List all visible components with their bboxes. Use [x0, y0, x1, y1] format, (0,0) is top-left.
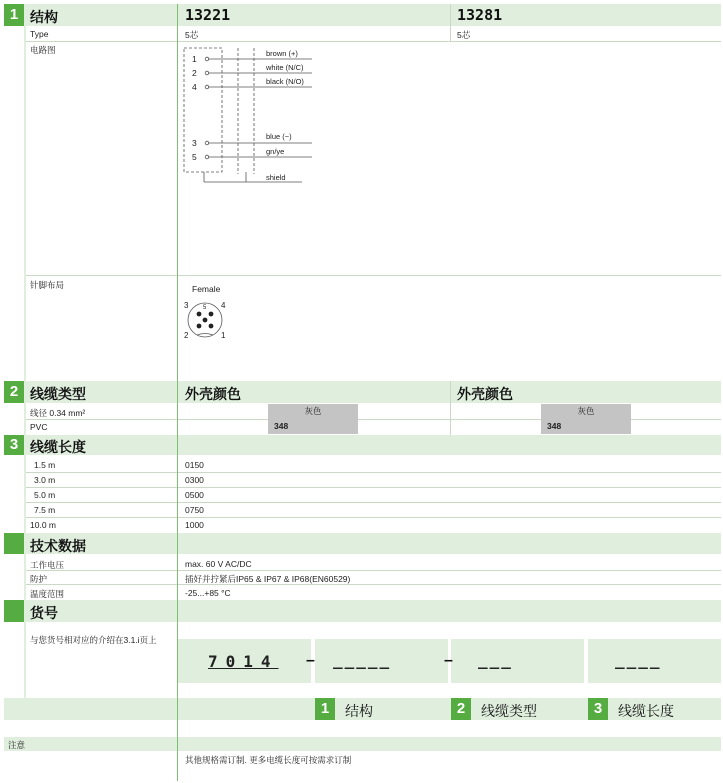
divider: [24, 41, 721, 42]
column-separator: [177, 4, 178, 781]
order-marker: [4, 600, 24, 622]
order-label-number: 2: [451, 698, 471, 720]
section1-title: 结构: [30, 9, 58, 25]
column-separator: [24, 26, 26, 698]
divider: [24, 584, 721, 585]
divider: [24, 570, 721, 571]
section3-header-band: [24, 435, 721, 455]
length-label: 7.5 m: [34, 505, 56, 515]
divider: [24, 275, 721, 276]
section2-number: 2: [4, 381, 24, 403]
pinout-pin-5: 5: [203, 305, 207, 311]
divider: [24, 502, 721, 503]
pin-2-label: 2: [192, 68, 197, 78]
order-note: 与您货号相对应的介绍在3.1.i页上: [30, 635, 157, 645]
section1-col1-code: 13221: [185, 6, 231, 24]
section1-col2-code: 13281: [457, 6, 503, 24]
cable-code-cell: 348: [541, 419, 631, 434]
tech-header-band: [24, 533, 721, 554]
order-label-length: 线缆长度: [618, 703, 674, 719]
divider: [24, 487, 721, 488]
order-blank-structure: _____: [333, 650, 392, 669]
tech-value: max. 60 V AC/DC: [185, 559, 252, 569]
cable-code-cell: 348: [268, 419, 358, 434]
pinout-pin-4: 4: [221, 301, 226, 310]
pinout-label: 针脚布局: [30, 280, 65, 290]
pin-4-label: 4: [192, 82, 197, 92]
wire-shield: shield: [266, 173, 286, 182]
section1-number: 1: [4, 4, 24, 26]
wire-white: white (N/C): [266, 63, 304, 72]
wire-black: black (N/O): [266, 77, 304, 86]
pin-1-label: 1: [192, 54, 197, 64]
tech-label: 温度范围: [30, 589, 65, 599]
column-separator: [450, 381, 451, 435]
pinout-pin-3: 3: [184, 301, 189, 310]
pinout-pin-2: 2: [184, 331, 189, 340]
divider: [24, 517, 721, 518]
length-label: 3.0 m: [34, 475, 56, 485]
tech-label: 工作电压: [30, 560, 65, 570]
notes-band: [4, 737, 721, 751]
section2-col1-header: 外壳颜色: [185, 386, 241, 402]
order-blank-length: ____: [615, 650, 662, 669]
notes-text: 其他规格需订制. 更多电缆长度可按需求订制: [185, 755, 352, 765]
length-code: 0150: [185, 460, 204, 470]
section2-title: 线缆类型: [30, 386, 86, 402]
notes-label: 注意: [8, 740, 26, 750]
order-prefix: 7014: [208, 652, 279, 671]
divider: [24, 472, 721, 473]
length-code: 0300: [185, 475, 204, 485]
length-label: 5.0 m: [34, 490, 56, 500]
wire-blue: blue (−): [266, 132, 292, 141]
pin-3-label: 3: [192, 138, 197, 148]
wire-gnye: gn/ye: [266, 147, 285, 156]
order-label-cable: 线缆类型: [481, 703, 537, 719]
order-blank-cable: ___: [478, 650, 513, 669]
length-code: 1000: [185, 520, 204, 530]
col2-type: 5芯: [457, 30, 471, 40]
order-header-band: [24, 600, 721, 622]
section3-number: 3: [4, 435, 24, 455]
wire-brown: brown (+): [266, 49, 298, 58]
tech-value: 插好并拧紧后IP65 & IP67 & IP68(EN60529): [185, 574, 351, 584]
circuit-label: 电路图: [30, 45, 56, 55]
column-separator: [450, 4, 451, 42]
length-label: 1.5 m: [34, 460, 56, 470]
length-label: 10.0 m: [30, 520, 56, 530]
tech-label: 防护: [30, 574, 48, 584]
housing-color-cell: 灰色: [541, 404, 631, 419]
section3-title: 线缆长度: [30, 439, 86, 455]
housing-color-cell: 灰色: [268, 404, 358, 419]
order-label-number: 3: [588, 698, 608, 720]
tech-title: 技术数据: [30, 538, 86, 554]
type-label: Type: [30, 29, 49, 39]
order-label-number: 1: [315, 698, 335, 720]
tech-marker: [4, 533, 24, 554]
pinout-title: Female: [192, 284, 221, 294]
length-code: 0500: [185, 490, 204, 500]
order-label-structure: 结构: [345, 703, 373, 719]
cable-row-label: PVC: [30, 422, 48, 432]
pinout-pin-1: 1: [221, 331, 226, 340]
order-title: 货号: [30, 605, 58, 621]
pin-5-label: 5: [192, 152, 197, 162]
order-dash: –: [306, 652, 315, 669]
order-box-3: [451, 639, 584, 683]
section1-header-band: [24, 4, 721, 26]
col1-type: 5芯: [185, 30, 199, 40]
cable-row-label: 线径 0.34 mm²: [30, 408, 86, 418]
section2-header-band: [24, 381, 721, 403]
order-dash: –: [444, 652, 453, 669]
section2-col2-header: 外壳颜色: [457, 386, 513, 402]
length-code: 0750: [185, 505, 204, 515]
tech-value: -25...+85 °C: [185, 588, 231, 598]
